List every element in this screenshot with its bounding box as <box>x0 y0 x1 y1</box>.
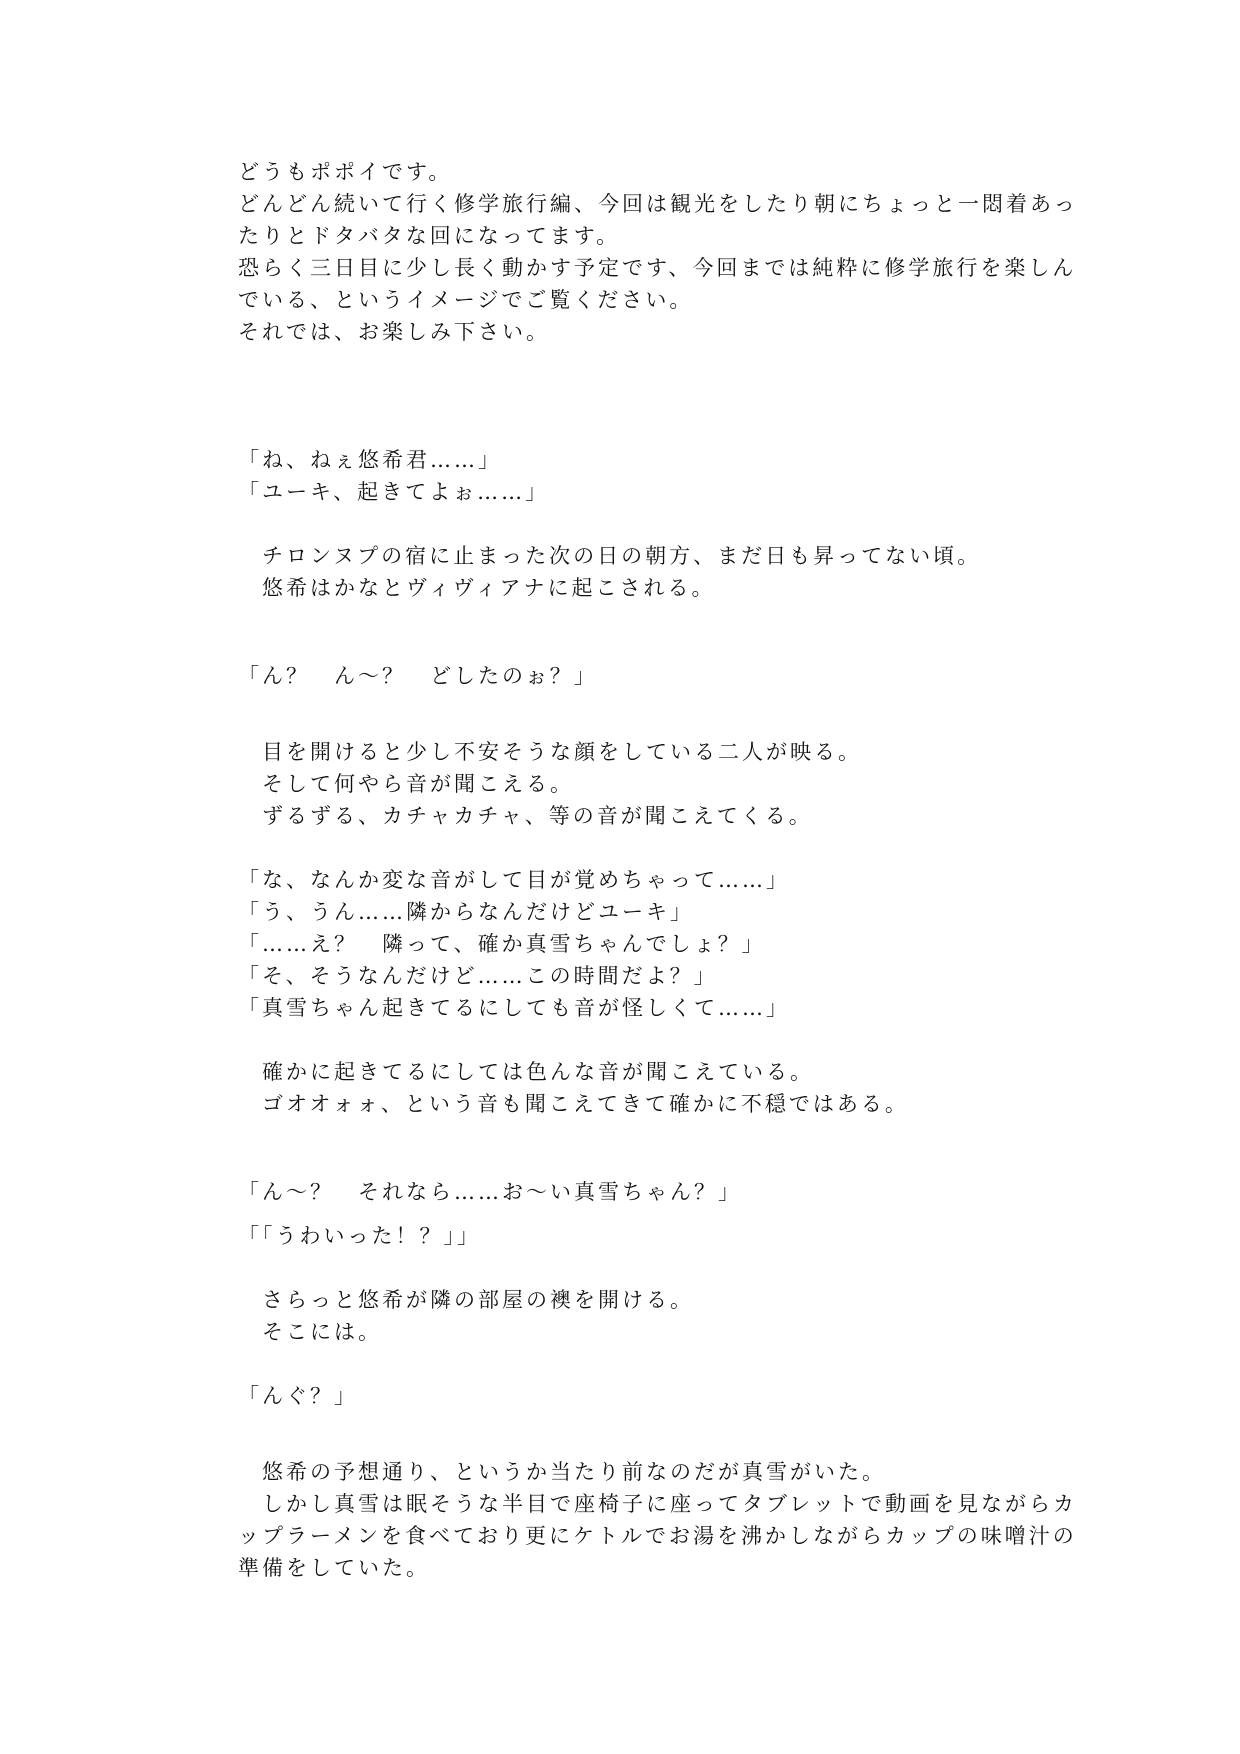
narration-line: チロンヌプの宿に止まった次の日の朝方、まだ日も昇ってない頃。 <box>262 544 982 568</box>
narration-line: 目を開けると少し不安そうな顔をしている二人が映る。 <box>262 740 862 764</box>
dialogue-line: 「ん？ ん〜？ どしたのぉ？」 <box>238 664 598 688</box>
intro-line-4: 恐らく三日目に少し長く動かす予定です、今回までは純粋に修学旅行を楽しん <box>238 256 1077 280</box>
dialogue-line: 「んぐ？」 <box>238 1384 358 1408</box>
narration-line: 準備をしていた。 <box>238 1556 430 1580</box>
narration-line: そして何やら音が聞こえる。 <box>262 772 574 796</box>
intro-line-6: それでは、お楽しみ下さい。 <box>238 320 550 344</box>
narration-line: そこには。 <box>262 1320 382 1344</box>
dialogue-line: 「う、うん……隣からなんだけどユーキ」 <box>238 900 694 924</box>
narration-line: 悠希はかなとヴィヴィアナに起こされる。 <box>262 576 716 600</box>
narration-line: しかし真雪は眠そうな半目で座椅子に座ってタブレットで動画を見ながらカ <box>262 1492 1077 1516</box>
dialogue-line: 「ん〜？ それなら……お〜い真雪ちゃん？」 <box>238 1180 742 1204</box>
dialogue-line: 「「うわいった！？」」 <box>238 1224 481 1248</box>
intro-line-5: でいる、というイメージでご覧ください。 <box>238 288 694 312</box>
narration-line: ップラーメンを食べており更にケトルでお湯を沸かしながらカップの味噌汁の <box>238 1524 1077 1548</box>
narration-line: ゴオオォォ、という音も聞こえてきて確かに不穏ではある。 <box>262 1092 909 1116</box>
dialogue-line: 「ね、ねぇ悠希君……」 <box>238 448 502 472</box>
narration-line: 確かに起きてるにしては色んな音が聞こえている。 <box>262 1060 814 1084</box>
narration-line: さらっと悠希が隣の部屋の襖を開ける。 <box>262 1288 694 1312</box>
dialogue-line: 「ユーキ、起きてよぉ……」 <box>238 480 550 504</box>
dialogue-line: 「そ、そうなんだけど……この時間だよ？」 <box>238 964 718 988</box>
narration-line: 悠希の予想通り、というか当たり前なのだが真雪がいた。 <box>262 1460 886 1484</box>
dialogue-line: 「……え？ 隣って、確か真雪ちゃんでしょ？」 <box>238 932 766 956</box>
dialogue-line: 「な、なんか変な音がして目が覚めちゃって……」 <box>238 868 790 892</box>
intro-line-1: どうもポポイです。 <box>238 160 453 184</box>
narration-line: ずるずる、カチャカチャ、等の音が聞こえてくる。 <box>262 804 813 828</box>
intro-line-3: たりとドタバタな回になってます。 <box>238 224 621 248</box>
intro-line-2: どんどん続いて行く修学旅行編、今回は観光をしたり朝にちょっと一悶着あっ <box>238 192 1078 216</box>
dialogue-line: 「真雪ちゃん起きてるにしても音が怪しくて……」 <box>238 996 790 1020</box>
